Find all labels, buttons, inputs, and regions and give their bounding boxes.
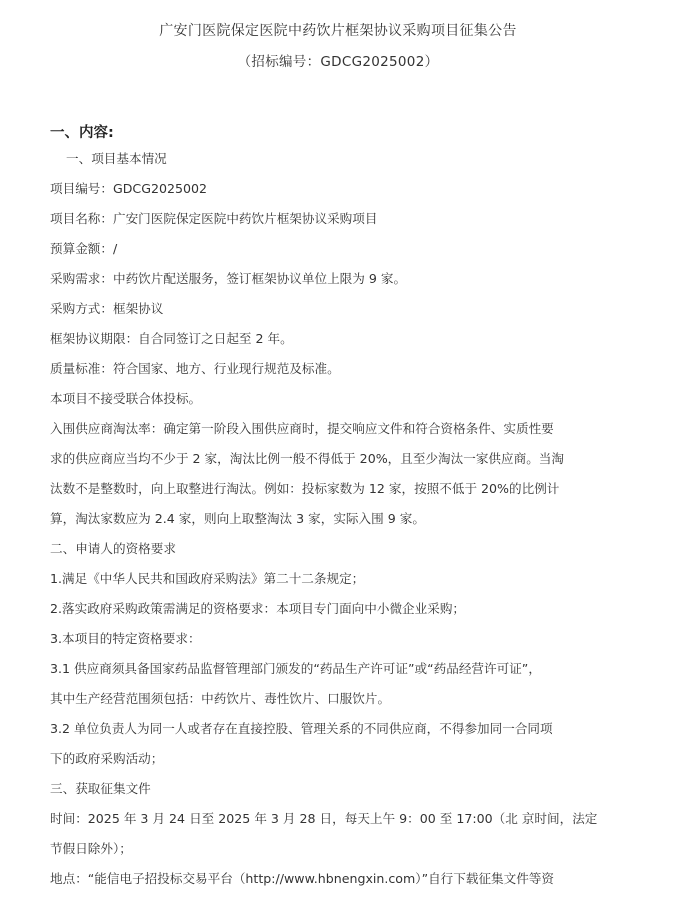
subsection-heading-qualifications: 二、申请人的资格要求 [50, 541, 176, 556]
project-number-line: 项目编号：GDCG2025002 [50, 181, 208, 196]
subsection-heading-project-info: 一、项目基本情况 [66, 151, 167, 166]
agreement-term-line: 框架协议期限：自合同签订之日起至 2 年。 [50, 331, 293, 346]
tender-number-subtitle: （招标编号：GDCG2025002） [237, 54, 439, 70]
section-heading-content: 一、内容: [50, 125, 114, 141]
elimination-rate-line: 入围供应商淘汰率：确定第一阶段入围供应商时，提交响应文件和符合资格条件、实质性要 [50, 421, 554, 436]
consortium-bid-line: 本项目不接受联合体投标。 [50, 391, 202, 406]
obtain-location-line: 地点：“能信电子招投标交易平台（http://www.hbnengxin.com）”自行下载征集文件等资 [50, 871, 555, 886]
qualification-item: 其中生产经营范围须包括：中药饮片、毒性饮片、口服饮片。 [50, 691, 391, 706]
quality-standard-line: 质量标准：符合国家、地方、行业现行规范及标准。 [50, 361, 340, 376]
qualification-item: 1.满足《中华人民共和国政府采购法》第二十二条规定； [50, 571, 365, 586]
project-name-line: 项目名称：广安门医院保定医院中药饮片框架协议采购项目 [50, 211, 378, 226]
budget-amount-line: 预算金额：/ [50, 241, 118, 256]
elimination-rate-line: 求的供应商应当均不少于 2 家，淘汰比例一般不得低于 20%，且至少淘汰一家供应商。当淘 [50, 451, 564, 466]
document-title: 广安门医院保定医院中药饮片框架协议采购项目征集公告 [159, 23, 517, 39]
qualification-item: 下的政府采购活动； [50, 751, 164, 766]
subsection-heading-obtain-documents: 三、获取征集文件 [50, 781, 151, 796]
obtain-time-line: 节假日除外）； [50, 841, 132, 856]
obtain-time-line: 时间：2025 年 3 月 24 日至 2025 年 3 月 28 日，每天上午 9：00 至 17:00（北 京时间，法定 [50, 811, 598, 826]
procurement-method-line: 采购方式：框架协议 [50, 301, 164, 316]
qualification-item: 3.1 供应商须具备国家药品监督管理部门颁发的“药品生产许可证”或“药品经营许可证”， [50, 661, 541, 676]
elimination-rate-line: 汰数不是整数时，向上取整进行淘汰。例如：投标家数为 12 家，按照不低于 20%的比例计 [50, 481, 560, 496]
qualification-item: 3.本项目的特定资格要求： [50, 631, 201, 646]
qualification-item: 2.落实政府采购政策需满足的资格要求：本项目专门面向中小微企业采购； [50, 601, 466, 616]
procurement-demand-line: 采购需求：中药饮片配送服务，签订框架协议单位上限为 9 家。 [50, 271, 407, 286]
elimination-rate-line: 算，淘汰家数应为 2.4 家，则向上取整淘汰 3 家，实际入围 9 家。 [50, 511, 425, 526]
qualification-item: 3.2 单位负责人为同一人或者存在直接控股、管理关系的不同供应商，不得参加同一合同项 [50, 721, 553, 736]
